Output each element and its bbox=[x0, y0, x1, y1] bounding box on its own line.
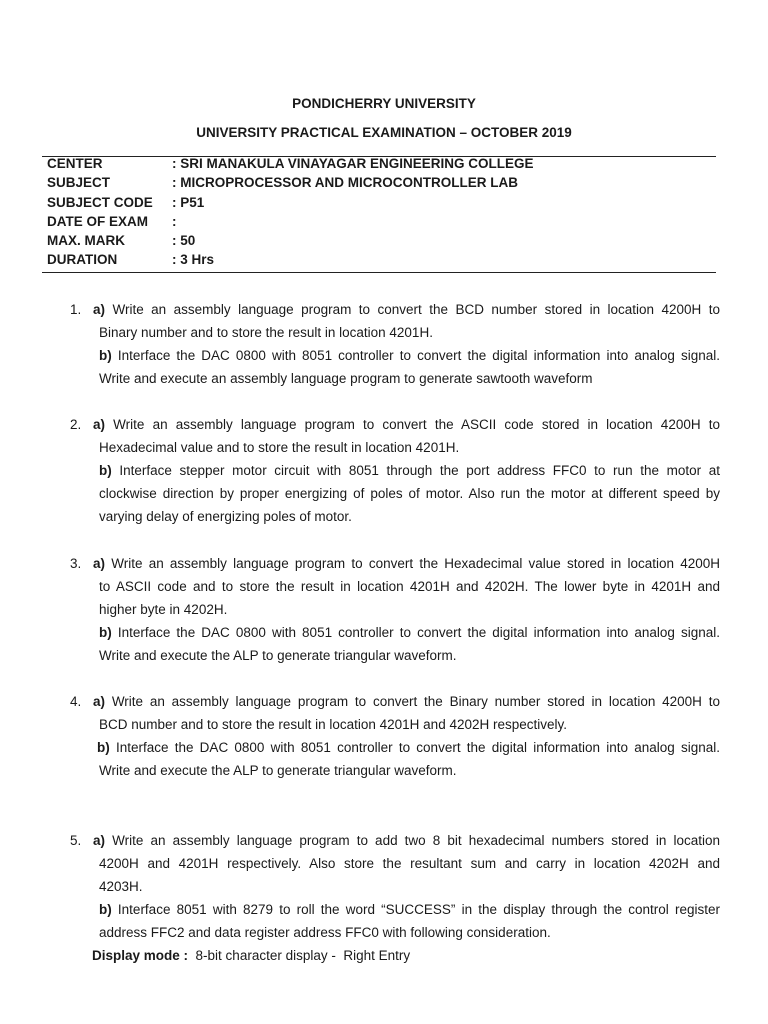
detail-label: DURATION bbox=[47, 252, 118, 267]
question-line bbox=[93, 302, 720, 317]
question-line: 4203H. bbox=[99, 879, 143, 894]
question-line: Hexadecimal value and to store the result in location 4201H. bbox=[99, 440, 460, 455]
question-line bbox=[93, 417, 720, 432]
part-label: b) bbox=[99, 463, 112, 478]
question-line: higher byte in 4202H. bbox=[99, 602, 228, 617]
question-number: 1. bbox=[70, 302, 82, 317]
detail-label: SUBJECT bbox=[47, 175, 111, 190]
detail-value: : MICROPROCESSOR AND MICROCONTROLLER LAB bbox=[172, 175, 518, 190]
part-label: a) bbox=[93, 694, 106, 709]
question-line bbox=[97, 740, 720, 755]
question-line: Binary number and to store the result in location 4201H. bbox=[99, 325, 433, 340]
part-label: a) bbox=[93, 833, 106, 848]
detail-value: : 50 bbox=[172, 233, 196, 248]
question-line: varying delay of energizing poles of motor. bbox=[99, 509, 352, 524]
question-line bbox=[93, 694, 720, 709]
question-line bbox=[99, 463, 720, 478]
question-text: Write an assembly language program to convert the Hexadecimal value stored in location 4200H bbox=[111, 556, 720, 571]
part-label: b) bbox=[99, 348, 112, 363]
question-line: Write and execute the ALP to generate triangular waveform. bbox=[99, 763, 457, 778]
detail-label: CENTER bbox=[47, 156, 103, 171]
question-text: Write an assembly language program to convert the BCD number stored in location 4200H to bbox=[112, 302, 720, 317]
question-line: Write and execute an assembly language program to generate sawtooth waveform bbox=[99, 371, 593, 386]
question-text: Interface the DAC 0800 with 8051 controller to convert the digital information into analog signal. bbox=[117, 625, 720, 640]
detail-label: MAX. MARK bbox=[47, 233, 125, 248]
question-text: Interface the DAC 0800 with 8051 controller to convert the digital information into analog signal. bbox=[117, 348, 720, 363]
detail-label: SUBJECT CODE bbox=[47, 195, 153, 210]
detail-label: DATE OF EXAM bbox=[47, 214, 148, 229]
question-line bbox=[99, 348, 720, 363]
question-line: Write and execute the ALP to generate triangular waveform. bbox=[99, 648, 457, 663]
question-text: Write an assembly language program to convert the Binary number stored in location 4200H to bbox=[111, 694, 720, 709]
exam-title: UNIVERSITY PRACTICAL EXAMINATION – OCTOBER 2019 bbox=[196, 125, 572, 140]
question-text: Write an assembly language program to convert the ASCII code stored in location 4200H to bbox=[113, 417, 720, 432]
question-line: to ASCII code and to store the result in location 4201H and 4202H. The lower byte in 4201H and bbox=[99, 579, 720, 594]
detail-row-max-mark bbox=[47, 233, 195, 248]
part-label: b) bbox=[99, 625, 112, 640]
display-mode-line bbox=[92, 948, 410, 963]
header-bottom-rule bbox=[42, 272, 716, 273]
detail-row-subject bbox=[47, 175, 518, 190]
part-label: a) bbox=[93, 556, 106, 571]
detail-row-subject-code bbox=[47, 195, 204, 210]
university-title: PONDICHERRY UNIVERSITY bbox=[292, 96, 476, 111]
question-line: BCD number and to store the result in location 4201H and 4202H respectively. bbox=[99, 717, 568, 732]
detail-value: : 3 Hrs bbox=[172, 252, 215, 267]
question-line bbox=[93, 833, 720, 848]
part-label: a) bbox=[93, 417, 106, 432]
question-line bbox=[93, 556, 720, 571]
detail-value: : SRI MANAKULA VINAYAGAR ENGINEERING COLLEGE bbox=[172, 156, 534, 171]
question-line: address FFC2 and data register address FFC0 with following consideration. bbox=[99, 925, 551, 940]
detail-value: : P51 bbox=[172, 195, 205, 210]
question-number: 5. bbox=[70, 833, 82, 848]
question-line bbox=[99, 625, 720, 640]
detail-row-date bbox=[47, 214, 177, 229]
detail-row-duration bbox=[47, 252, 214, 267]
question-number: 3. bbox=[70, 556, 82, 571]
question-text: Interface stepper motor circuit with 8051 through the port address FFC0 to run the motor at bbox=[119, 463, 720, 478]
question-number: 2. bbox=[70, 417, 82, 432]
display-mode-value: 8-bit character display - Right Entry bbox=[195, 948, 411, 963]
question-line: 4200H and 4201H respectively. Also store the resultant sum and carry in location 4202H and bbox=[99, 856, 720, 871]
question-line: clockwise direction by proper energizing of poles of motor. Also run the motor at different speed by bbox=[99, 486, 720, 501]
part-label: b) bbox=[97, 740, 110, 755]
question-line bbox=[99, 902, 720, 917]
detail-value: : bbox=[172, 214, 177, 229]
display-mode-label: Display mode : bbox=[92, 948, 189, 963]
question-number: 4. bbox=[70, 694, 82, 709]
part-label: a) bbox=[93, 302, 106, 317]
detail-row-center bbox=[47, 156, 534, 171]
question-text: Interface the DAC 0800 with 8051 controller to convert the digital information into analog signal. bbox=[115, 740, 720, 755]
part-label: b) bbox=[99, 902, 112, 917]
question-text: Interface 8051 with 8279 to roll the word “SUCCESS” in the display through the control register bbox=[117, 902, 720, 917]
question-text: Write an assembly language program to add two 8 bit hexadecimal numbers stored in location bbox=[112, 833, 720, 848]
